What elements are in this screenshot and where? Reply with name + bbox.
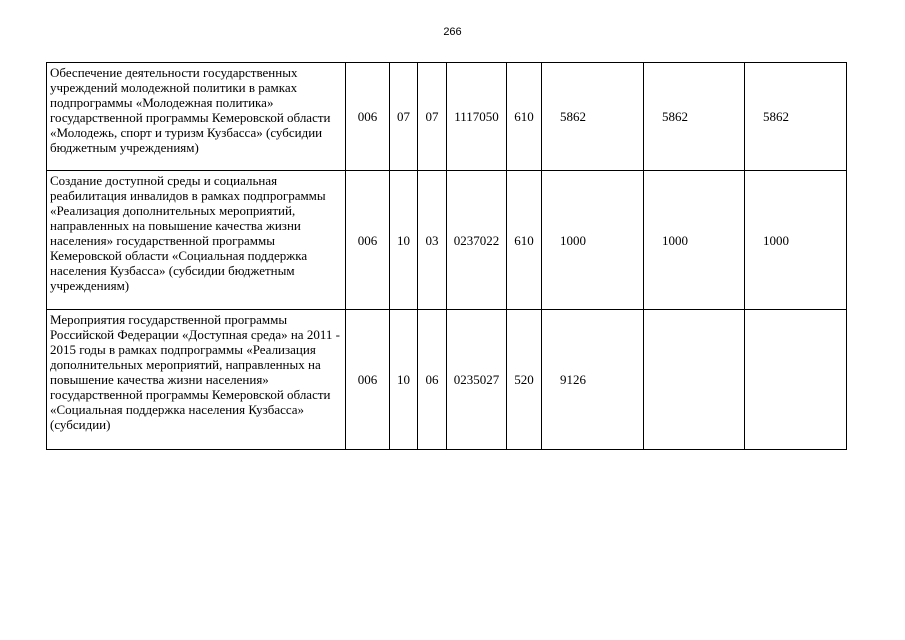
budget-table	[46, 62, 847, 450]
amount-year-2	[644, 310, 745, 450]
page-number: 266	[443, 26, 462, 38]
amount-year-3: 1000	[745, 171, 847, 310]
target-article-code: 0235027	[447, 310, 507, 450]
target-article-code: 0237022	[447, 171, 507, 310]
amount-year-3: 5862	[745, 63, 847, 171]
ministry-code: 006	[346, 171, 390, 310]
expense-type-code: 610	[507, 171, 542, 310]
amount-year-3	[745, 310, 847, 450]
section-code: 10	[390, 310, 418, 450]
amount-year-2: 5862	[644, 63, 745, 171]
section-code: 10	[390, 171, 418, 310]
table-row	[47, 171, 847, 310]
amount-year-1: 5862	[542, 63, 644, 171]
ministry-code: 006	[346, 310, 390, 450]
subsection-code: 06	[418, 310, 447, 450]
row-description: Создание доступной среды и социальная реабилитация инвалидов в рамках подпрограммы «Реализация дополнительных мероприятий, направленных на повышение качества жизни населения» государственной программы Кемеровской области «Социальная поддержка населения Кузбасса» (субсидии бюджетным учреждениям)	[47, 171, 346, 310]
amount-year-1: 9126	[542, 310, 644, 450]
expense-type-code: 520	[507, 310, 542, 450]
row-description: Обеспечение деятельности государственных учреждений молодежной политики в рамках подпрограммы «Молодежная политика» государственной программы Кемеровской области «Молодежь, спорт и туризм Кузбасса» (субсидии бюджетным учреждениям)	[47, 63, 346, 171]
expense-type-code: 610	[507, 63, 542, 171]
row-description: Мероприятия государственной программы Российской Федерации «Доступная среда» на 2011 - 2015 годы в рамках подпрограммы «Реализация дополнительных мероприятий, направленных на повышение качества жизни населения» государственной программы Кемеровской области «Социальная поддержка населения Кузбасса» (субсидии)	[47, 310, 346, 450]
table-row	[47, 63, 847, 171]
amount-year-2: 1000	[644, 171, 745, 310]
subsection-code: 03	[418, 171, 447, 310]
subsection-code: 07	[418, 63, 447, 171]
target-article-code: 1117050	[447, 63, 507, 171]
section-code: 07	[390, 63, 418, 171]
ministry-code: 006	[346, 63, 390, 171]
table-row	[47, 310, 847, 450]
amount-year-1: 1000	[542, 171, 644, 310]
